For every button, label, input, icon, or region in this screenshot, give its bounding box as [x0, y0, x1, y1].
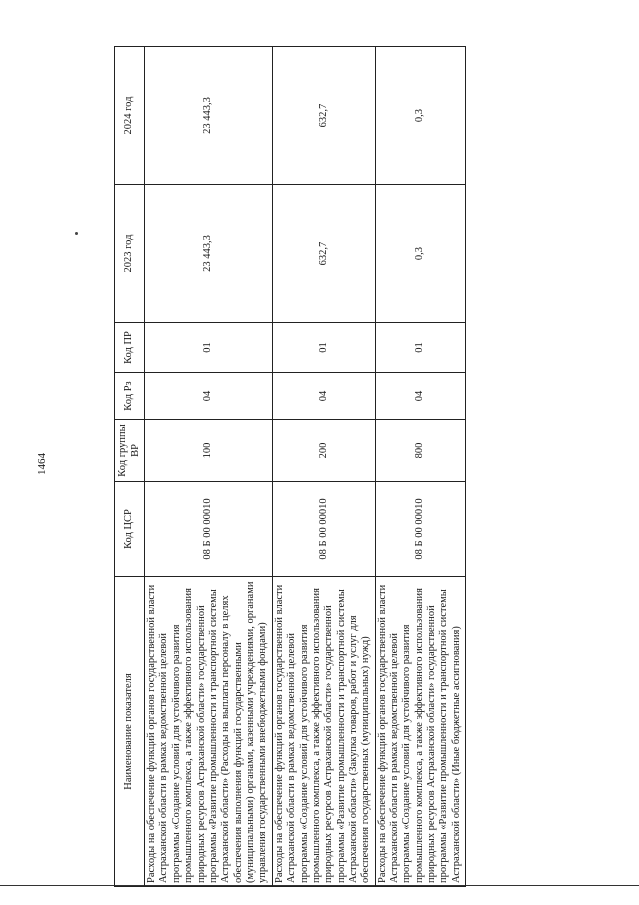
cell-vr: 100	[145, 420, 273, 482]
cell-rz: 04	[145, 373, 273, 420]
table-header-row	[115, 47, 145, 887]
cell-rz: 04	[375, 373, 465, 420]
cell-csr: 08 Б 00 00010	[375, 482, 465, 577]
cell-pr: 01	[145, 323, 273, 373]
cell-name: Расходы на обеспечение функций органов государственной власти Астраханской области в рамках ведомственной целевой программы «Создание условий для устойчивого развития промышленного комплекса, а также эффективного использования природных ресурсов Астраханской области» государственной программы «Развитие промышленности и транспортной системы Астраханской области» (Закупка товаров, работ и услуг для обеспечения государственных (муниципальных) нужд)	[272, 577, 375, 887]
cell-2023: 632,7	[272, 185, 375, 323]
header-csr: Код ЦСР	[115, 482, 145, 577]
cell-name: Расходы на обеспечение функций органов государственной власти Астраханской области в рамках ведомственной целевой программы «Создание условий для устойчивого развития промышленного комплекса, а также эффективного использования природных ресурсов Астраханской области» государственной программы «Развитие промышленности и транспортной системы Астраханской области» (Иные бюджетные ассигнования)	[375, 577, 465, 887]
table-row	[375, 47, 465, 887]
cell-2023: 23 443,3	[145, 185, 273, 323]
cell-vr: 200	[272, 420, 375, 482]
cell-rz: 04	[272, 373, 375, 420]
header-vr: Код группы ВР	[115, 420, 145, 482]
table-row	[272, 47, 375, 887]
cell-2023: 0,3	[375, 185, 465, 323]
rotated-table-container	[114, 47, 466, 887]
cell-2024: 0,3	[375, 47, 465, 185]
page-number: 1464	[36, 453, 48, 475]
table-row	[145, 47, 273, 887]
cell-2024: 23 443,3	[145, 47, 273, 185]
table-wrapper	[114, 47, 466, 887]
cell-pr: 01	[375, 323, 465, 373]
cell-csr: 08 Б 00 00010	[145, 482, 273, 577]
header-pr: Код ПР	[115, 323, 145, 373]
header-2023: 2023 год	[115, 185, 145, 323]
header-name: Наименование показателя	[115, 577, 145, 887]
cell-2024: 632,7	[272, 47, 375, 185]
cell-pr: 01	[272, 323, 375, 373]
cell-vr: 800	[375, 420, 465, 482]
cell-csr: 08 Б 00 00010	[272, 482, 375, 577]
scan-dot	[75, 232, 78, 235]
cell-name: Расходы на обеспечение функций органов государственной власти Астраханской области в рамках ведомственной целевой программы «Создание условий для устойчивого развития промышленного комплекса, а также эффективного использования природных ресурсов Астраханской области» государственной программы «Развитие промышленности и транспортной системы Астраханской области» (Расходы на выплаты персоналу в целях обеспечения выполнения функций государственными (муниципальными) органами, казенными учреждениями, органами управления государственными внебюджетными фондами)	[145, 577, 273, 887]
header-2024: 2024 год	[115, 47, 145, 185]
budget-table	[114, 46, 466, 887]
header-rz: Код Рз	[115, 373, 145, 420]
